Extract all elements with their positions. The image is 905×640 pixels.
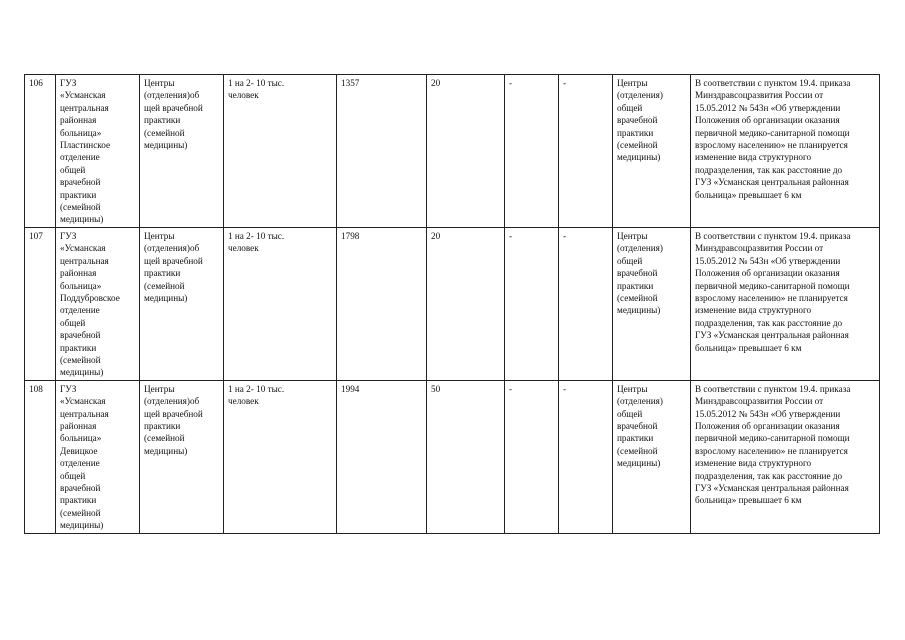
facility-type: Центры (отделения)об щей врачебной практики (семейной медицины) — [140, 380, 224, 533]
facility-type: Центры (отделения)об щей врачебной практики (семейной медицины) — [140, 227, 224, 380]
row-number: 106 — [25, 75, 56, 228]
distance: 20 — [427, 227, 505, 380]
row-number: 108 — [25, 380, 56, 533]
facility-name: ГУЗ «Усманская центральная районная больница» Девицкое отделение общей врачебной практики (семейной медицины) — [56, 380, 140, 533]
row-number: 107 — [25, 227, 56, 380]
column-8: - — [559, 227, 613, 380]
note: В соответствии с пунктом 19.4. приказа Минздравсоцразвития России от 15.05.2012 № 543н «Об утверждении Положения об организации оказания первичной медико-санитарной помощи взрослому населению» не планируется изменение вида структурного подразделения, так как расстояние до ГУЗ «Усманская центральная районная больница» превышает 6 км — [691, 227, 880, 380]
population: 1994 — [337, 380, 427, 533]
planned-type: Центры (отделения) общей врачебной практики (семейной медицины) — [613, 227, 691, 380]
distance: 20 — [427, 75, 505, 228]
facility-type: Центры (отделения)об щей врачебной практики (семейной медицины) — [140, 75, 224, 228]
service-norm: 1 на 2- 10 тыс. человек — [224, 75, 337, 228]
note: В соответствии с пунктом 19.4. приказа Минздравсоцразвития России от 15.05.2012 № 543н «Об утверждении Положения об организации оказания первичной медико-санитарной помощи взрослому населению» не планируется изменение вида структурного подразделения, так как расстояние до ГУЗ «Усманская центральная районная больница» превышает 6 км — [691, 75, 880, 228]
service-norm: 1 на 2- 10 тыс. человек — [224, 380, 337, 533]
note: В соответствии с пунктом 19.4. приказа Минздравсоцразвития России от 15.05.2012 № 543н «Об утверждении Положения об организации оказания первичной медико-санитарной помощи взрослому населению» не планируется изменение вида структурного подразделения, так как расстояние до ГУЗ «Усманская центральная районная больница» превышает 6 км — [691, 380, 880, 533]
planned-type: Центры (отделения) общей врачебной практики (семейной медицины) — [613, 75, 691, 228]
distance: 50 — [427, 380, 505, 533]
column-7: - — [505, 75, 559, 228]
document-table — [24, 74, 880, 534]
table-row — [25, 75, 880, 228]
service-norm: 1 на 2- 10 тыс. человек — [224, 227, 337, 380]
table-row — [25, 227, 880, 380]
planned-type: Центры (отделения) общей врачебной практики (семейной медицины) — [613, 380, 691, 533]
facility-name: ГУЗ «Усманская центральная районная больница» Пластинское отделение общей врачебной практики (семейной медицины) — [56, 75, 140, 228]
population: 1357 — [337, 75, 427, 228]
population: 1798 — [337, 227, 427, 380]
column-7: - — [505, 380, 559, 533]
table-row — [25, 380, 880, 533]
facility-name: ГУЗ «Усманская центральная районная больница» Поддубровское отделение общей врачебной практики (семейной медицины) — [56, 227, 140, 380]
column-7: - — [505, 227, 559, 380]
column-8: - — [559, 380, 613, 533]
column-8: - — [559, 75, 613, 228]
